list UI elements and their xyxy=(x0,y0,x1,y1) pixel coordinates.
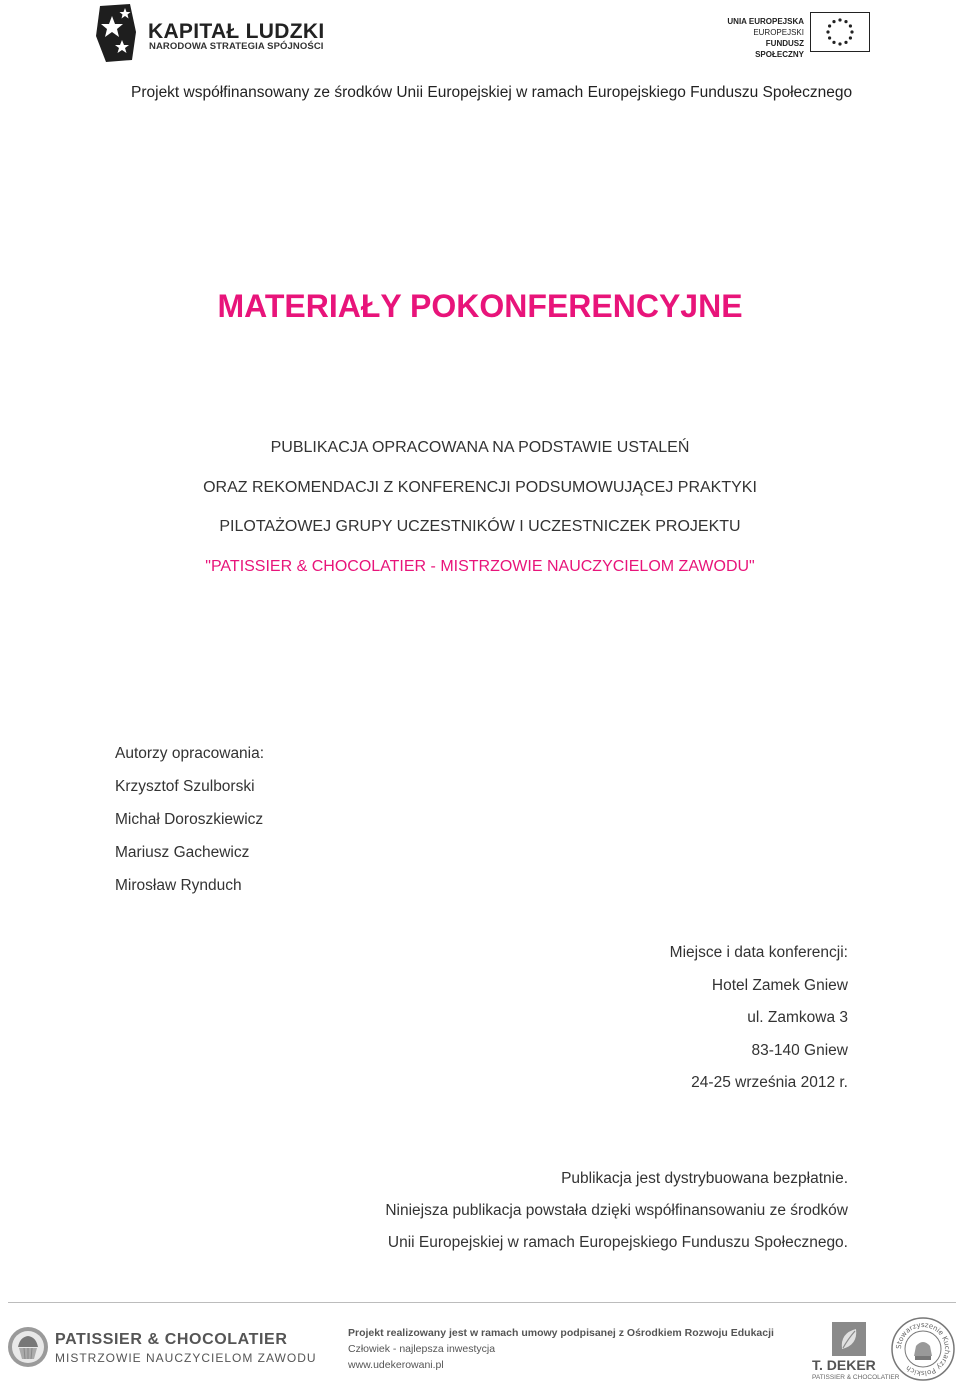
venue-label: Miejsce i data konferencji: xyxy=(669,944,848,961)
deker-name: T. DEKER xyxy=(812,1357,876,1373)
project-name: "PATISSIER & CHOCOLATIER - MISTRZOWIE NAUCZYCIELOM ZAWODU" xyxy=(205,557,755,575)
document-title: MATERIAŁY POKONFERENCYJNE xyxy=(217,288,743,324)
author-name: Michał Doroszkiewicz xyxy=(115,811,264,828)
leaf-emblem-icon xyxy=(828,1321,870,1357)
publication-line: ORAZ REKOMENDACJI Z KONFERENCJI PODSUMOWUJĄCEJ PRAKTYKI xyxy=(203,478,757,496)
cofinance-line: Projekt współfinansowany ze środków Unii Europejskiej w ramach Europejskiego Funduszu Społecznego xyxy=(131,84,853,101)
authors-block xyxy=(115,737,264,902)
kapital-ludzki-title: KAPITAŁ LUDZKI xyxy=(148,20,325,43)
venue-block xyxy=(670,937,848,1100)
patissier-subtitle: MISTRZOWIE NAUCZYCIELOM ZAWODU xyxy=(55,1351,317,1365)
eu-label-line: FUNDUSZ SPOŁECZNY xyxy=(755,39,804,59)
distribution-line: Publikacja jest dystrybuowana bezpłatnie. xyxy=(561,1170,848,1187)
ore-link[interactable]: www.udekerowani.pl xyxy=(348,1359,444,1371)
venue-street: ul. Zamkowa 3 xyxy=(747,1009,848,1026)
kapital-ludzki-logo-icon xyxy=(92,2,138,64)
distribution-line: Niniejsza publikacja powstała dzięki współfinansowaniu ze środków xyxy=(385,1202,848,1219)
ore-line: Człowiek - najlepsza inwestycja xyxy=(348,1343,496,1355)
deker-subtitle: PATISSIER & CHOCOLATIER xyxy=(812,1374,900,1381)
distribution-line: Unii Europejskiej w ramach Europejskiego Funduszu Społecznego. xyxy=(387,1234,848,1251)
ore-line: Projekt realizowany jest w ramach umowy podpisanej z Ośrodkiem Rozwoju Edukacji xyxy=(348,1327,774,1339)
publication-line: PUBLIKACJA OPRACOWANA NA PODSTAWIE USTALEŃ xyxy=(270,439,690,456)
venue-postal: 83-140 Gniew xyxy=(751,1041,848,1059)
venue-hotel: Hotel Zamek Gniew xyxy=(711,976,848,994)
kapital-ludzki-subtitle: NARODOWA STRATEGIA SPÓJNOŚCI xyxy=(149,41,324,52)
footer-divider xyxy=(8,1302,956,1303)
publication-line: PILOTAŻOWEJ GRUPY UCZESTNIKÓW I UCZESTNICZEK PROJEKTU xyxy=(219,518,741,535)
eu-label xyxy=(718,16,804,60)
distribution-note xyxy=(385,1163,848,1259)
patissier-title: PATISSIER & CHOCOLATIER xyxy=(55,1331,288,1348)
publication-description xyxy=(0,428,960,586)
eu-label-line: UNIA EUROPEJSKA xyxy=(727,17,804,26)
eu-label-line: EUROPEJSKI xyxy=(753,28,804,37)
cupcake-emblem-icon xyxy=(6,1325,50,1369)
authors-label: Autorzy opracowania: xyxy=(115,745,265,762)
venue-date: 24-25 września 2012 r. xyxy=(691,1074,848,1091)
seal-text: Stowarzyszenie Kucharzy Polskich xyxy=(894,1320,952,1378)
stowarzyszenie-seal-icon xyxy=(890,1316,956,1382)
eu-flag-icon xyxy=(810,12,870,52)
author-name: Mariusz Gachewicz xyxy=(115,844,250,861)
author-name: Mirosław Rynduch xyxy=(115,877,242,894)
author-name: Krzysztof Szulborski xyxy=(115,778,255,795)
